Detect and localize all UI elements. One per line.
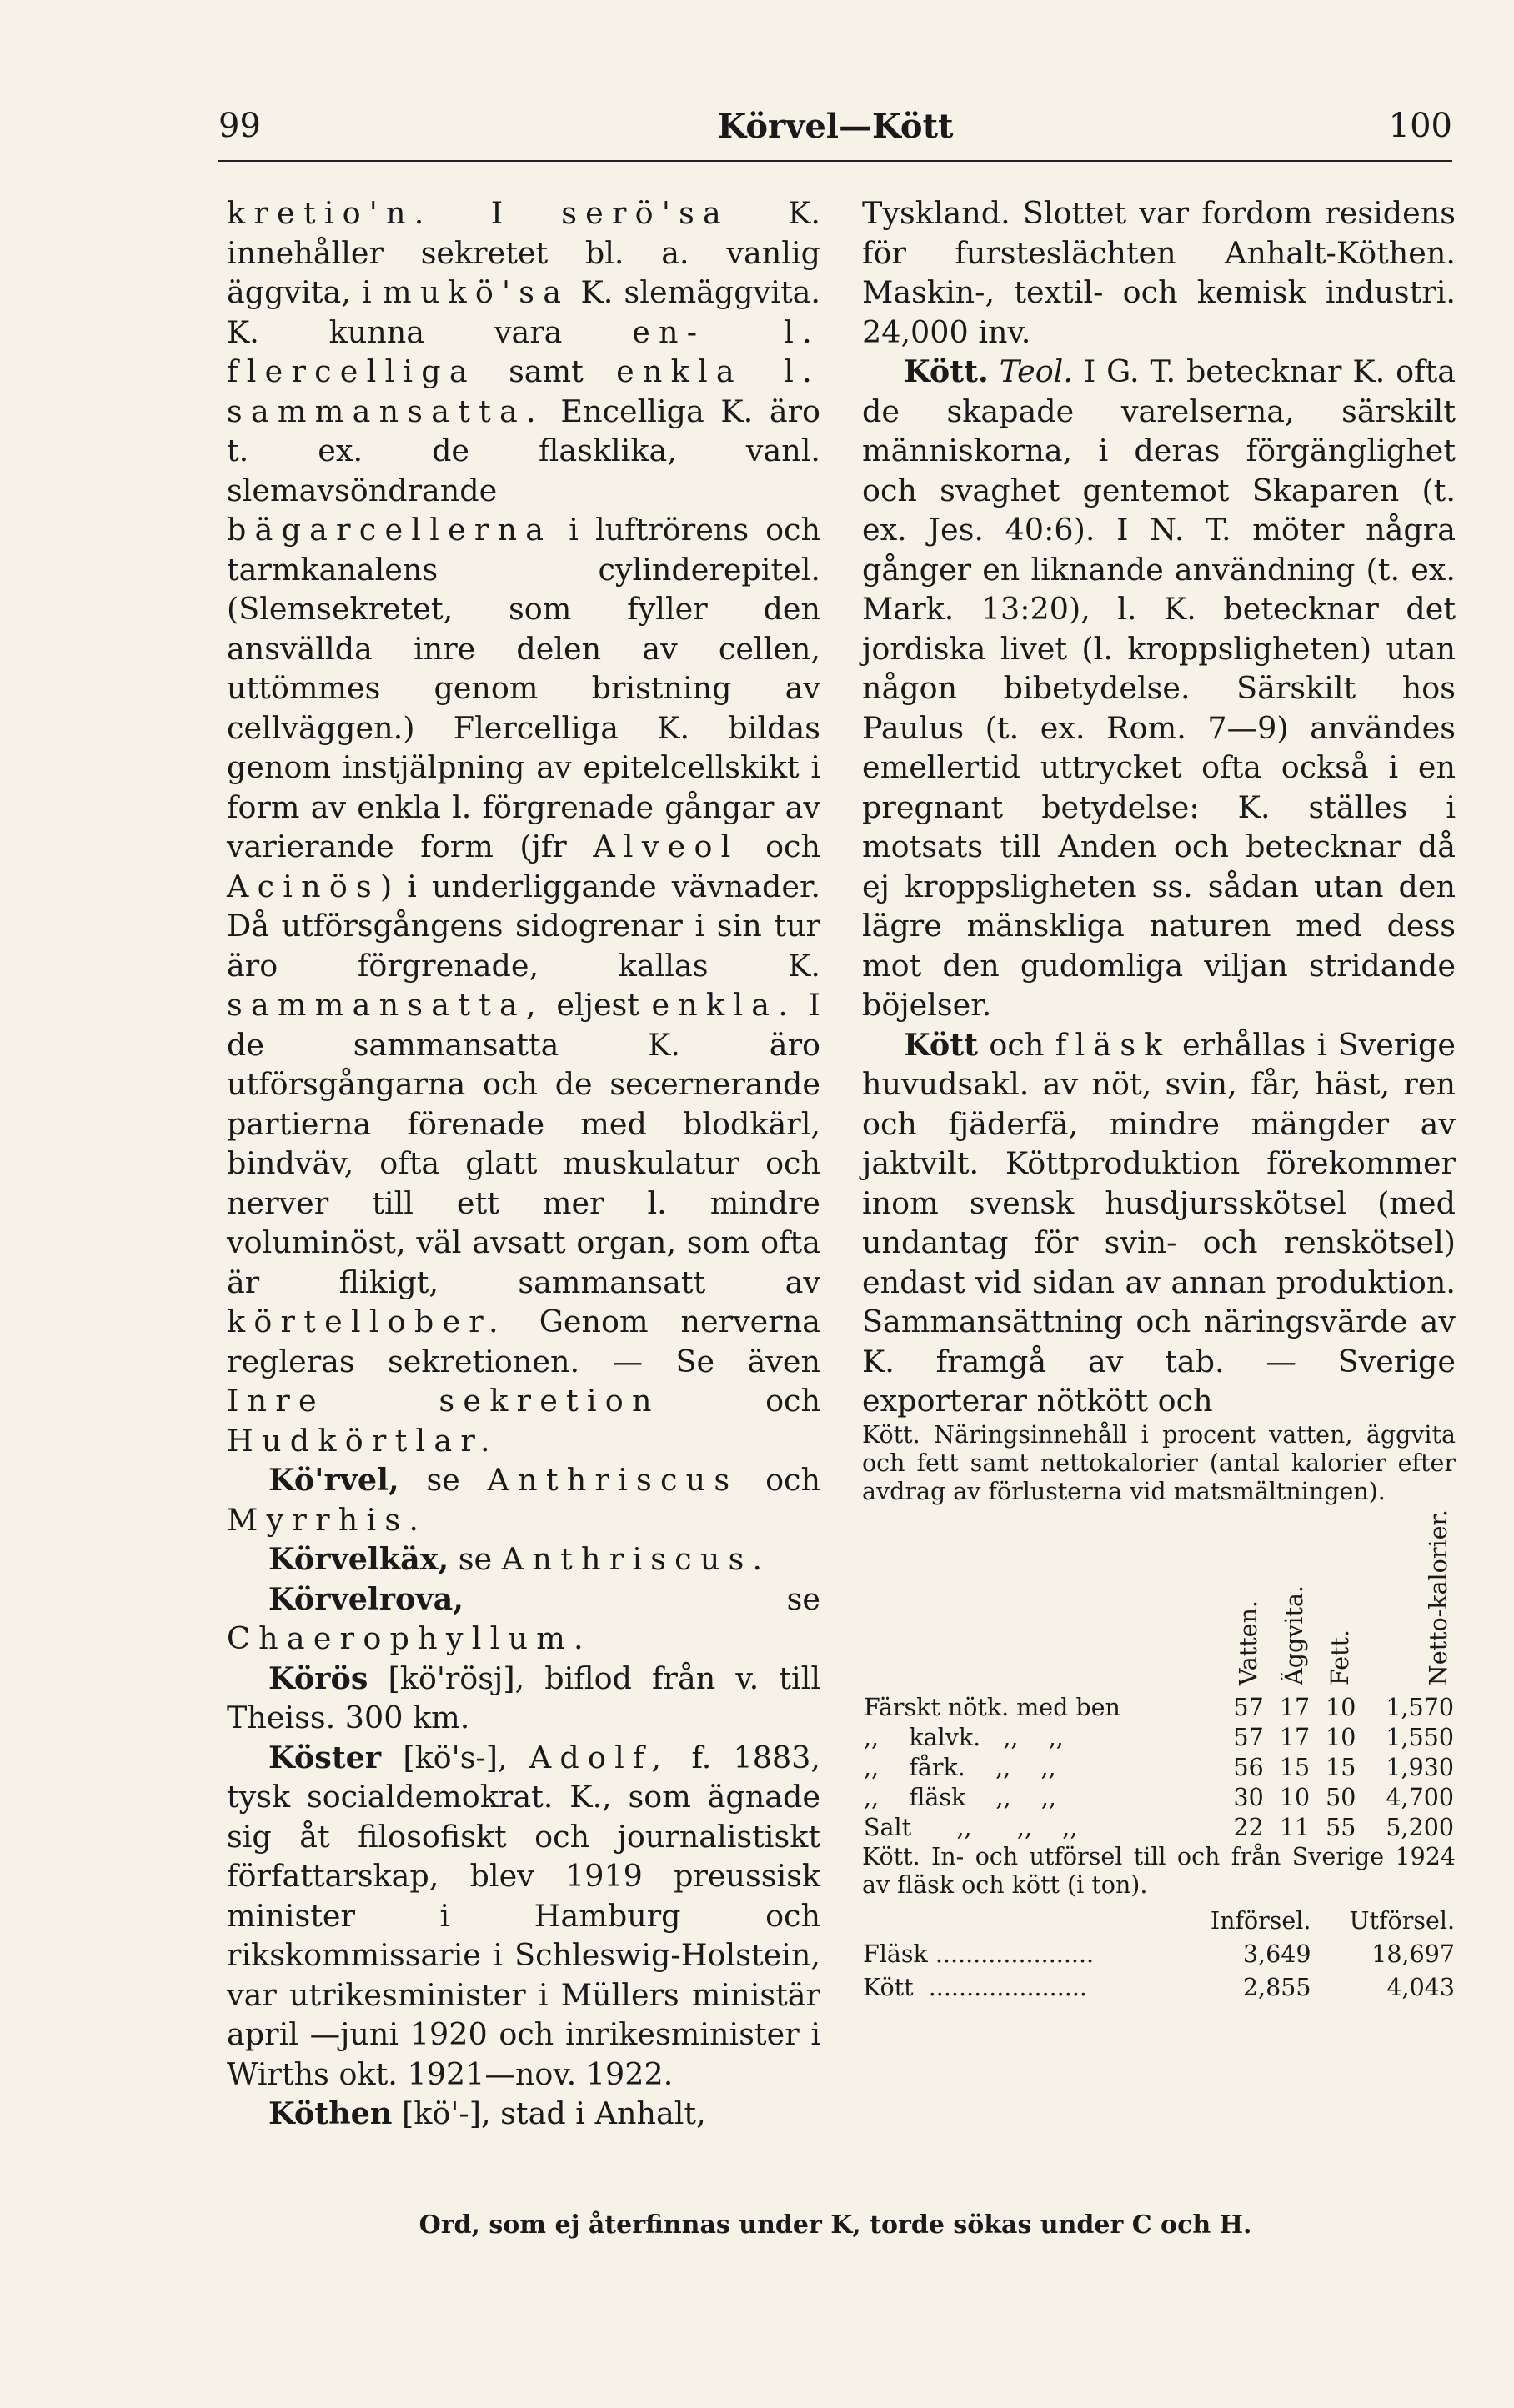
left-page-number: 99	[218, 107, 261, 145]
column-header: Fett.	[1326, 1629, 1355, 1685]
nutrition-table-caption: Kött. Näringsinnehåll i procent vatten, äggvita och fett samt nettokalorier (antal kalorier efter avdrag av förlusterna vid matsmältningen).	[862, 1420, 1456, 1505]
column-header: Utförsel.	[1349, 1906, 1455, 1935]
column-header: Vatten.	[1234, 1599, 1262, 1685]
trade-table	[862, 1905, 1456, 2005]
entry-korvelkax: Körvelkäx, se Anthriscus.	[268, 1541, 771, 1577]
table-row: ,, fläsk ,, ,, 30 10 50 4,700	[864, 1783, 1454, 1811]
headword: Körvelrova,	[268, 1580, 464, 1617]
page-header	[218, 107, 1452, 162]
table-row: Kött ..................... 2,855 4,043	[863, 1973, 1455, 2001]
nutrition-table	[862, 1509, 1456, 1843]
headword: Körös	[268, 1660, 368, 1696]
entry-kott-och-flask: Kött och fläsk erhållas i Sverige huvudsakl. av nöt, svin, får, häst, ren och fjäderfä, mindre mängder av jaktvilt. Köttproduktion förekommer inom svensk husdjursskötsel (med undantag för svin- och renskötsel) endast vid sidan av annan produktion. Sammansättning och näringsvärde av K. framgå av tab. — Sverige exporterar nötkött och	[862, 1026, 1456, 1419]
entry-kothen-continued: Tyskland. Slottet var fordom residens för fursteslächten Anhalt-Köthen. Maskin-, textil- och kemisk industri. 24,000 inv.	[862, 195, 1456, 350]
entry-koros: Körös [kö'rösj], biflod från v. till Theiss. 300 km.	[227, 1660, 820, 1735]
page-footer-note: Ord, som ej återfinnas under K, torde sökas under C och H.	[419, 2210, 1252, 2240]
entry-korvel: Kö'rvel, se Anthriscus och Myrrhis.	[227, 1462, 820, 1538]
trade-table-caption: Kött. In- och utförsel till och från Sverige 1924 av fläsk och kött (i ton).	[862, 1842, 1456, 1899]
column-header: Netto-kalorier.	[1425, 1509, 1452, 1685]
headword: Köster	[268, 1739, 382, 1775]
headword: Kött	[904, 1026, 978, 1063]
entry-kothen: Köthen [kö'-], stad i Anhalt,	[268, 2095, 706, 2131]
entry-kott-teol: Kött. Teol. I G. T. betecknar K. ofta de skapade varelserna, särskilt människorna, i deras förgänglighet och svaghet gentemot Skaparen (t. ex. Jes. 40:6). I N. T. möter några gånger en liknande användning (t. ex. Mark. 13:20), l. K. betecknar det jordiska livet (l. kroppsligheten) utan någon bibetydelse. Särskilt hos Paulus (t. ex. Rom. 7—9) användes emellertid uttrycket ofta också i en pregnant betydelse: K. ställes i motsats till Anden och betecknar då ej kroppsligheten ss. sådan utan den lägre mänskliga naturen med dess mot den gudomliga viljan stridande böjelser.	[862, 353, 1456, 1023]
trade-table-header	[862, 1905, 1456, 1938]
entry-korvelrova: Körvelrova, se Chaerophyllum.	[227, 1580, 820, 1656]
headword: Köthen	[268, 2095, 393, 2131]
nutrition-table-header	[862, 1509, 1456, 1693]
column-header: Äggvita.	[1281, 1584, 1309, 1685]
table-row: Salt ,, ,, ,, 22 11 55 5,200	[864, 1813, 1454, 1841]
right-page-number: 100	[1388, 107, 1452, 145]
table-row: Färskt nötk. med ben 57 17 10 1,570	[864, 1693, 1454, 1721]
table-row: Fläsk ..................... 3,649 18,697	[863, 1940, 1455, 1968]
column-header: Införsel.	[1210, 1906, 1311, 1935]
headword: Kött.	[904, 353, 989, 389]
table-row: ,, fårk. ,, ,, 56 15 15 1,930	[864, 1753, 1454, 1781]
left-column	[227, 193, 820, 2134]
entry-koster: Köster [kö's-], Adolf, f. 1883, tysk socialdemokrat. K., som ägnade sig åt filosofiskt och journalistiskt författarskap, blev 1919 preussisk minister i Hamburg och rikskommissarie i Schleswig-Holstein, var utrikesminister i Müllers ministär april —juni 1920 och inrikesminister i Wirths okt. 1921—nov. 1922.	[227, 1739, 820, 2092]
running-title: Körvel—Kött	[717, 107, 954, 146]
table-row: ,, kalvk. ,, ,, 57 17 10 1,550	[864, 1723, 1454, 1751]
headword: Körvelkäx,	[268, 1541, 449, 1577]
right-column	[862, 193, 1456, 2005]
headword: Kö'rvel,	[268, 1462, 399, 1498]
paragraph-kortel-continued: kretio'n. I serö'sa K. innehåller sekretet bl. a. vanlig äggvita, i mukö'sa K. slemäggvita. K. kunna vara en- l. flercelliga samt enkla l. sammansatta. Encelliga K. äro t. ex. de flasklika, vanl. slemavsöndrande bägarcellerna i luftrörens och tarmkanalens cylinderepitel. (Slemsekretet, som fyller den ansvällda inre delen av cellen, uttömmes genom bristning av cellväggen.) Flercelliga K. bildas genom instjälpning av epitelcellskikt i form av enkla l. förgrenade gångar av varierande form (jfr Alveol och Acinös) i underliggande vävnader. Då utförsgångens sidogrenar i sin tur äro förgrenade, kallas K. sammansatta, eljest enkla. I de sammansatta K. äro utförsgångarna och de secernerande partierna förenade med blodkärl, bindväv, ofta glatt muskulatur och nerver till ett mer l. mindre voluminöst, väl avsatt organ, som ofta är flikigt, sammansatt av körtellober. Genom nerverna regleras sekretionen. — Se även Inre sekretion och Hudkörtlar.	[227, 195, 821, 1459]
